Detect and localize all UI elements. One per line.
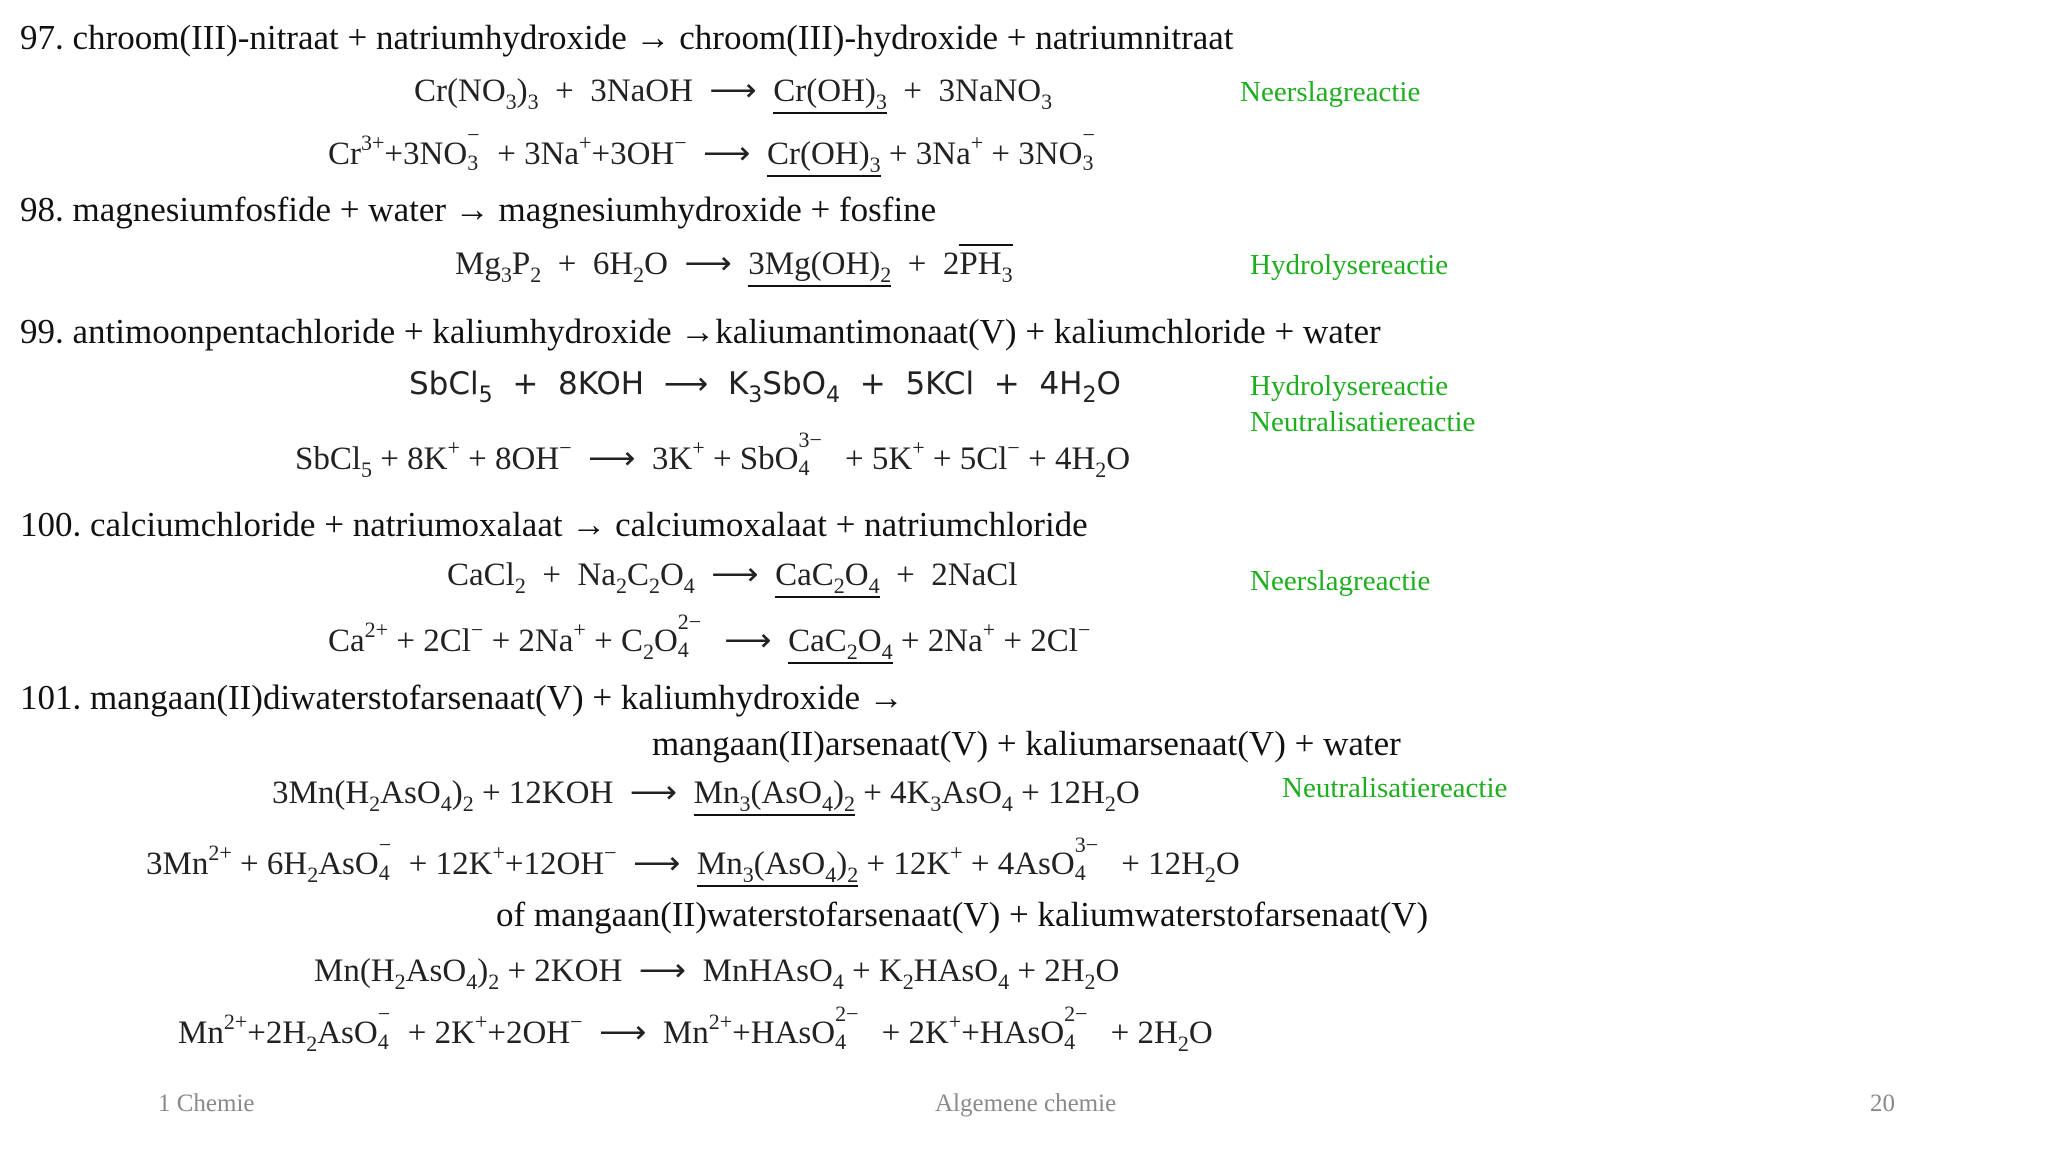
equation-99-ionic: SbCl$_5$ + 8K+ + 8OH− ⟶ 3K+ + SbO 3− 4 + $5K^+ + 5Cl^- + 4H_2O$ bbox=[295, 427, 1131, 482]
reaction-101-title-continued: mangaan(II)arsenaat(V) + kaliumarsenaat(V) + water bbox=[652, 724, 1401, 763]
equation-100-molecular: CaCl$_2$ + $Na_2C_2O_4$ ⟶ $CaC_2O_4$ + 2NaCl bbox=[447, 557, 1018, 598]
equation-98-molecular: $Mg_3P_2 + 6H_2O$ ⟶ $3Mg(OH)_2 + 2PH_3$ bbox=[455, 246, 1013, 287]
equation-101-ionic: $3Mn^{2+} + 6H_2AsO$ − 4 + 12K++12OH− ⟶ $Mn_3(AsO_4)_2 + 12K^+ + 4AsO$ 3− 4 + $12H_2O$ bbox=[146, 832, 1240, 887]
reaction-type-tag: Neutralisatiereactie bbox=[1250, 406, 1476, 438]
equation-101-alt-molecular: $Mn(H_2AsO_4)_2 + 2KOH$ ⟶ MnHAsO$_4$ + $K_2HAsO_4 + 2H_2O$ bbox=[314, 953, 1120, 994]
reaction-type-tag: Neutralisatiereactie bbox=[1282, 772, 1508, 804]
reaction-type-tag: Neerslagreactie bbox=[1240, 76, 1421, 108]
reaction-98-title: 98. magnesiumfosfide + water → magnesiumhydroxide + fosfine bbox=[20, 190, 937, 229]
footer-course: 1 Chemie bbox=[158, 1090, 255, 1117]
reaction-101-alternative: of mangaan(II)waterstofarsenaat(V) + kaliumwaterstofarsenaat(V) bbox=[496, 895, 1429, 934]
equation-97-ionic: $Cr^{3+}+3NO$ − 3 + 3Na++3OH− ⟶ $Cr(OH)_3 + 3Na^+ + 3NO$ − 3 bbox=[328, 122, 1095, 177]
reaction-type-tag: Hydrolysereactie bbox=[1250, 249, 1449, 281]
reaction-100-title: 100. calciumchloride + natriumoxalaat → calciumoxalaat + natriumchloride bbox=[20, 505, 1088, 544]
page-number: 20 bbox=[1870, 1090, 1895, 1117]
equation-99-molecular: SbCl$_5$ + 8KOH ⟶ $K_3SbO_4 + 5KCl + 4H_2O$ bbox=[409, 366, 1121, 408]
reaction-type-tag: Neerslagreactie bbox=[1250, 565, 1431, 597]
footer-title: Algemene chemie bbox=[935, 1090, 1117, 1117]
equation-100-ionic: $Ca^{2+} + 2Cl^- + 2Na^+ + C_2O$ 2− 4 ⟶ $CaC_2O_4 + 2Na^+ + 2Cl^-$ bbox=[328, 609, 1091, 664]
reaction-type-tag: Hydrolysereactie bbox=[1250, 370, 1449, 402]
equation-97-molecular: $Cr(NO_3)_3$ + 3NaOH ⟶ $Cr(OH)_3$ + 3NaNO$_3$ bbox=[414, 73, 1053, 114]
equation-101-molecular: $3Mn(H_2AsO_4)_2 + 12KOH$ ⟶ $Mn_3(AsO_4)_2 + 4K_3AsO_4 + 12H_2O$ bbox=[272, 775, 1140, 816]
reaction-101-title: 101. mangaan(II)diwaterstofarsenaat(V) + kaliumhydroxide → bbox=[20, 678, 904, 717]
equation-101-alt-ionic: $Mn^{2+}+2H_2AsO$ − 4 + 2K++2OH− ⟶ $Mn^{2+}+HAsO$ 2− 4 + 2K++HAsO 2− 4 + $2H_2O$ bbox=[178, 1001, 1213, 1056]
reaction-97-title: 97. chroom(III)-nitraat + natriumhydroxide → chroom(III)-hydroxide + natriumnitraat bbox=[20, 18, 1234, 57]
reaction-99-title: 99. antimoonpentachloride + kaliumhydroxide →kaliumantimonaat(V) + kaliumchloride + water bbox=[20, 312, 1381, 351]
